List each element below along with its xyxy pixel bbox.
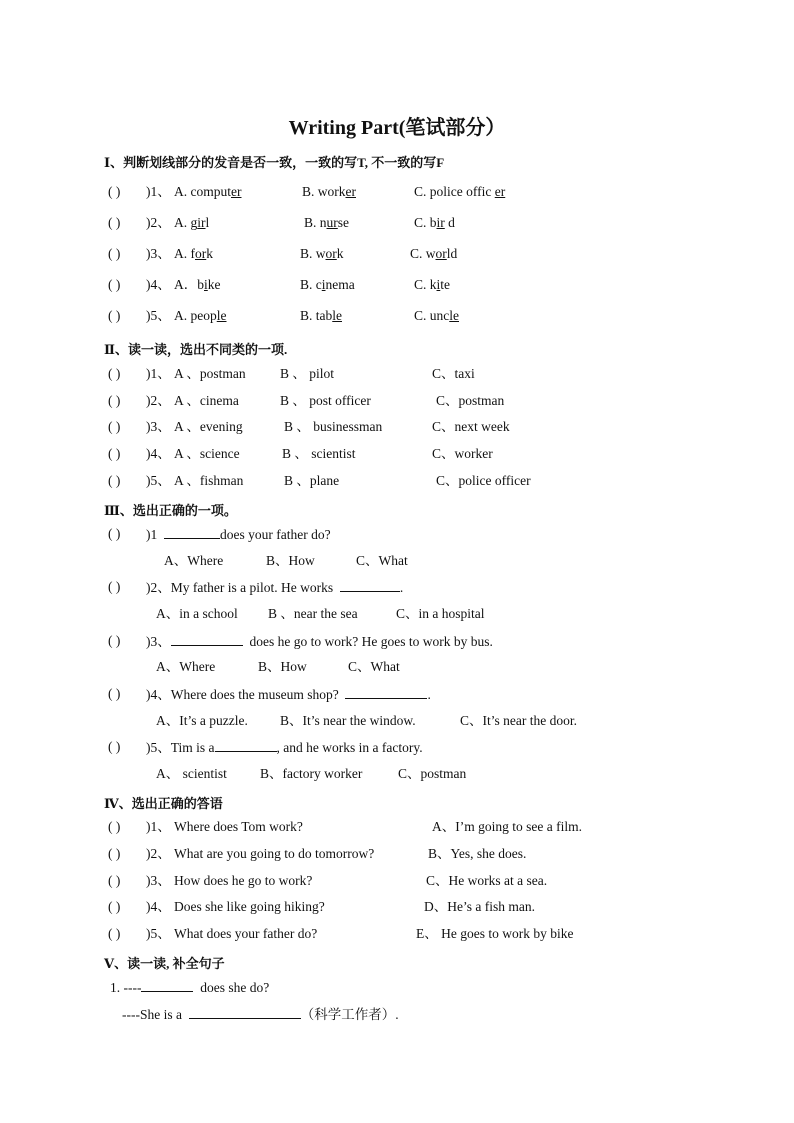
answer-option: A、I’m going to see a film. xyxy=(432,819,582,834)
item-number: )1、 xyxy=(146,366,171,381)
option-c: C、next week xyxy=(432,419,510,434)
answer-paren: ( ) xyxy=(108,419,121,434)
option-b: B 、 businessman xyxy=(284,419,383,434)
option-b: B. worker xyxy=(302,184,356,199)
option-b: B 、 post officer xyxy=(280,393,371,408)
option-a: A 、science xyxy=(174,446,240,461)
section-2-heading: Ⅱ、读一读，选出不同类的一项. xyxy=(104,342,288,357)
fill-sentence-question: 1. ---- does she do? xyxy=(110,980,270,995)
option-b: B、factory worker xyxy=(260,766,363,781)
option-c: C. police offic er xyxy=(414,184,506,199)
option-c: C、What xyxy=(348,659,400,674)
option-a: A、Where xyxy=(164,553,224,568)
option-b: B. cinema xyxy=(300,277,355,292)
answer-paren: ( ) xyxy=(108,393,121,408)
question-text: )2、My father is a pilot. He works . xyxy=(146,580,404,595)
option-c: C. kite xyxy=(414,277,451,292)
answer-paren: ( ) xyxy=(108,366,121,381)
answer-paren: ( ) xyxy=(108,926,121,941)
option-a: A 、cinema xyxy=(174,393,239,408)
item-number: )5、 xyxy=(146,473,171,488)
option-c: C、in a hospital xyxy=(396,606,485,621)
option-c: C、It’s near the door. xyxy=(460,713,577,728)
option-b: B 、 scientist xyxy=(282,446,356,461)
answer-paren: ( ) xyxy=(108,526,121,541)
option-a: A．bike xyxy=(174,277,221,292)
item-number: )5、 xyxy=(146,926,171,941)
answer-paren: ( ) xyxy=(108,873,121,888)
section-5-heading: Ⅴ、读一读, 补全句子 xyxy=(104,956,225,971)
answer-paren: ( ) xyxy=(108,819,121,834)
option-c: C. bir d xyxy=(414,215,455,230)
option-a: A、It’s a puzzle. xyxy=(156,713,248,728)
option-c: C、What xyxy=(356,553,408,568)
answer-paren: ( ) xyxy=(108,686,121,701)
option-a: A. fork xyxy=(174,246,213,261)
option-b: B. nurse xyxy=(304,215,350,230)
option-c: C、worker xyxy=(432,446,493,461)
answer-paren: ( ) xyxy=(108,446,121,461)
option-a: A. people xyxy=(174,308,227,323)
section-4-heading: Ⅳ、选出正确的答语 xyxy=(104,796,223,811)
item-number: )4、 xyxy=(146,446,171,461)
question-text: )4、Where does the museum shop? . xyxy=(146,687,431,702)
item-number: )2、 xyxy=(146,846,171,861)
question-text: Where does Tom work? xyxy=(174,819,303,834)
answer-option: E、 He goes to work by bike xyxy=(416,926,574,941)
option-b: B、It’s near the window. xyxy=(280,713,416,728)
question-text: What are you going to do tomorrow? xyxy=(174,846,375,861)
question-text: )3、 does he go to work? He goes to work by bus. xyxy=(146,634,493,649)
item-number: )5、 xyxy=(146,308,171,323)
option-a: A、in a school xyxy=(156,606,238,621)
answer-paren: ( ) xyxy=(108,579,121,594)
option-b: B、How xyxy=(258,659,307,674)
option-c: C、postman xyxy=(436,393,505,408)
item-number: )3、 xyxy=(146,873,171,888)
option-a: A 、fishman xyxy=(174,473,244,488)
answer-option: D、He’s a fish man. xyxy=(424,899,535,914)
item-number: )2、 xyxy=(146,215,171,230)
answer-paren: ( ) xyxy=(108,739,121,754)
option-c: C、taxi xyxy=(432,366,475,381)
answer-paren: ( ) xyxy=(108,184,121,199)
option-b: B、How xyxy=(266,553,315,568)
answer-option: C、He works at a sea. xyxy=(426,873,548,888)
option-b: B 、plane xyxy=(284,473,340,488)
question-text: )5、Tim is a , and he works in a factory. xyxy=(146,740,423,755)
question-text: )1 does your father do? xyxy=(146,527,331,542)
answer-paren: ( ) xyxy=(108,215,121,230)
section-1-heading: Ⅰ、判断划线部分的发音是否一致，一致的写T, 不一致的写F xyxy=(104,155,445,170)
option-b: B 、near the sea xyxy=(268,606,358,621)
option-a: A、Where xyxy=(156,659,216,674)
answer-paren: ( ) xyxy=(108,308,121,323)
item-number: )4、 xyxy=(146,899,171,914)
item-number: )1、 xyxy=(146,184,171,199)
question-text: How does he go to work? xyxy=(174,873,313,888)
question-text: What does your father do? xyxy=(174,926,318,941)
option-a: A 、evening xyxy=(174,419,243,434)
item-number: )3、 xyxy=(146,246,171,261)
item-number: )1、 xyxy=(146,819,171,834)
question-text: Does she like going hiking? xyxy=(174,899,325,914)
option-b: B. work xyxy=(300,246,344,261)
answer-paren: ( ) xyxy=(108,899,121,914)
answer-paren: ( ) xyxy=(108,277,121,292)
answer-paren: ( ) xyxy=(108,633,121,648)
option-c: C、postman xyxy=(398,766,467,781)
item-number: )2、 xyxy=(146,393,171,408)
option-a: A. computer xyxy=(174,184,242,199)
item-number: )3、 xyxy=(146,419,171,434)
section-3-heading: Ⅲ、选出正确的一项。 xyxy=(104,503,237,518)
option-a: A、 scientist xyxy=(156,766,227,781)
answer-option: B、Yes, she does. xyxy=(428,846,527,861)
option-a: A. girl xyxy=(174,215,210,230)
answer-paren: ( ) xyxy=(108,473,121,488)
answer-paren: ( ) xyxy=(108,846,121,861)
option-b: B 、 pilot xyxy=(280,366,335,381)
option-c: C. world xyxy=(410,246,458,261)
option-c: C. uncle xyxy=(414,308,459,323)
option-a: A 、postman xyxy=(174,366,246,381)
item-number: )4、 xyxy=(146,277,171,292)
option-b: B. table xyxy=(300,308,342,323)
option-c: C、police officer xyxy=(436,473,531,488)
page-title: Writing Part(笔试部分） xyxy=(288,117,506,139)
answer-paren: ( ) xyxy=(108,246,121,261)
fill-sentence-answer: ----She is a （科学工作者）. xyxy=(122,1007,399,1022)
